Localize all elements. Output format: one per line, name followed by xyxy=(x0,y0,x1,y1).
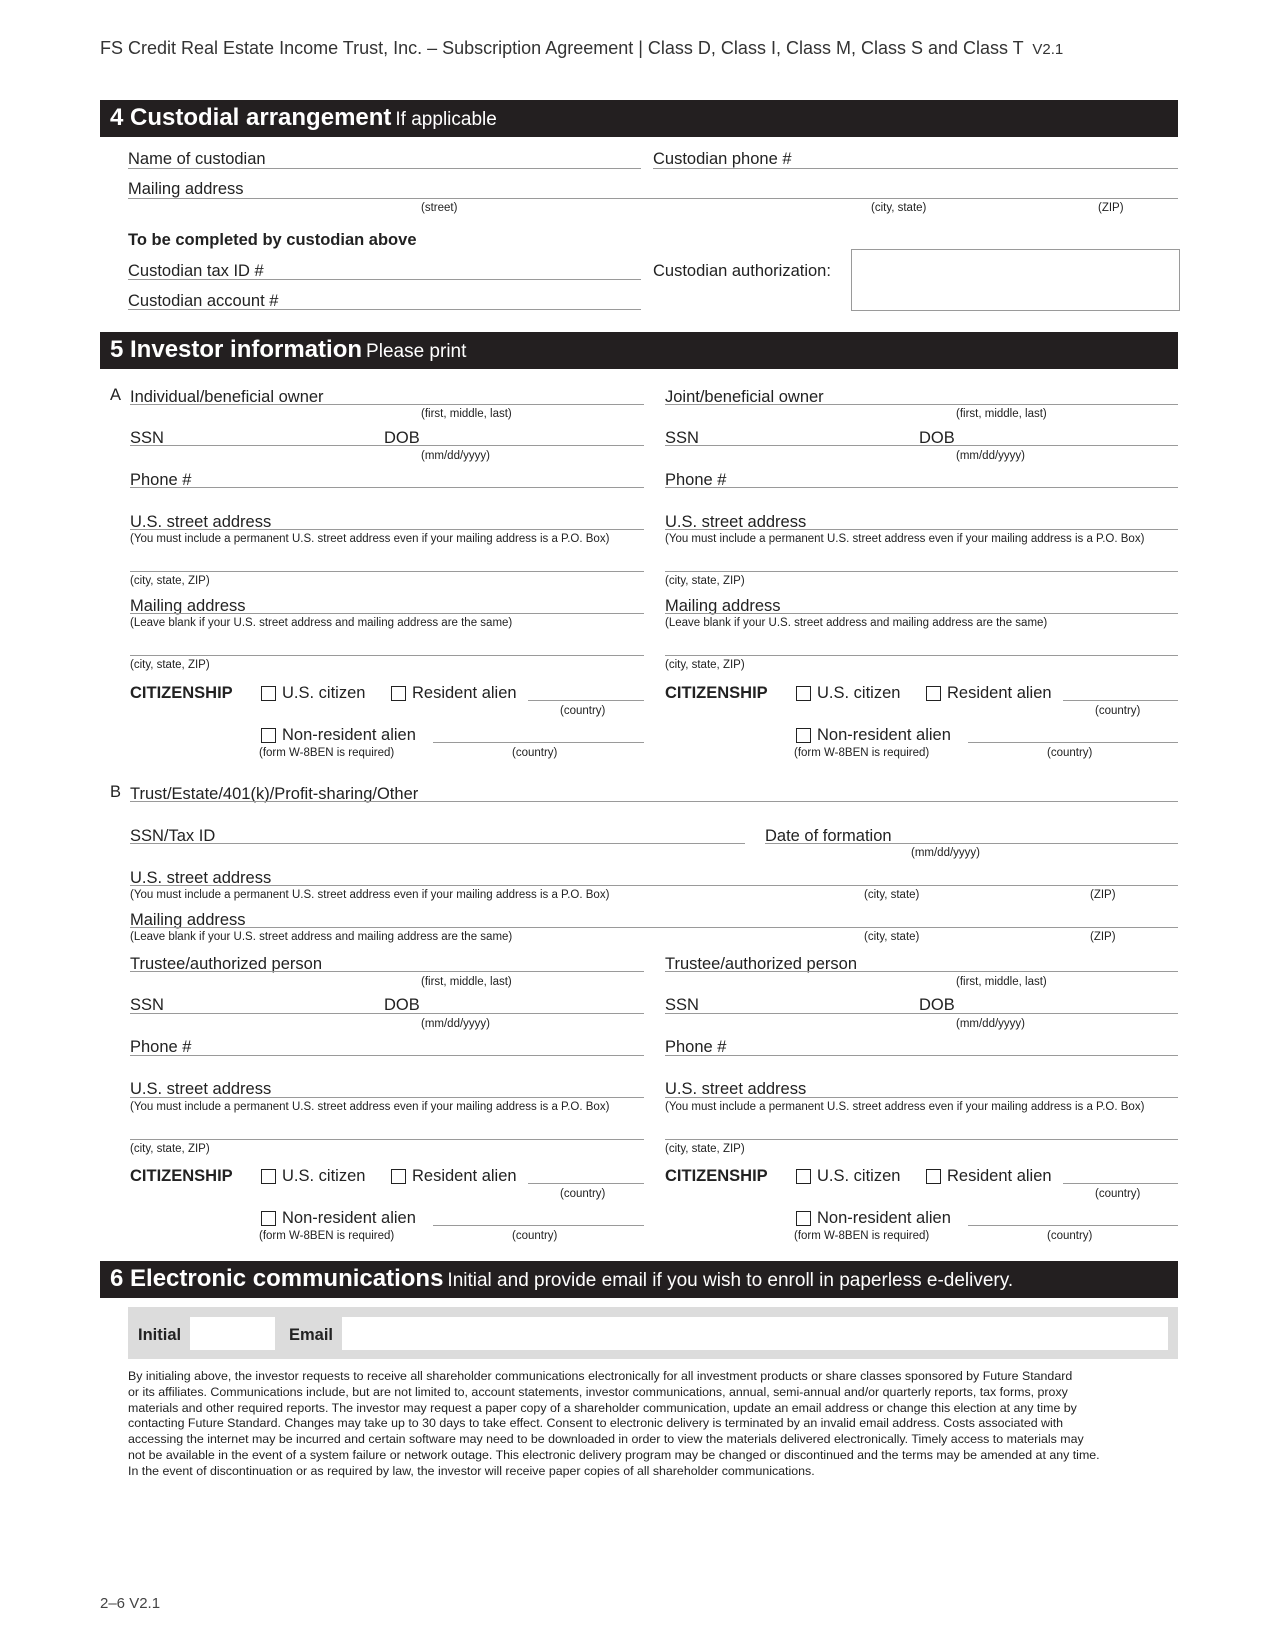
non-resident-alien-checkbox[interactable] xyxy=(261,1211,276,1226)
trust-name-field[interactable] xyxy=(130,801,1178,802)
disclosure-line: In the event of discontinuation or as required by law, the investor will receive paper copies of all shareholder communications. xyxy=(128,1463,815,1478)
document-version: V2.1 xyxy=(1032,41,1064,58)
non-resident-alien-label: Non-resident alien xyxy=(817,726,951,744)
city-state-caption: (city, state) xyxy=(864,931,920,943)
individual-phone-field[interactable] xyxy=(130,487,644,488)
individual-ssn-dob-field[interactable] xyxy=(130,445,644,446)
city-state-zip-caption: (city, state, ZIP) xyxy=(665,1143,745,1155)
joint-mailing-label: Mailing address xyxy=(665,597,781,615)
custodian-authorization-label: Custodian authorization: xyxy=(653,262,831,280)
section-6-title: 6 Electronic communications xyxy=(110,1265,444,1292)
resident-alien-label: Resident alien xyxy=(412,684,517,702)
section-5-subtitle: Please print xyxy=(366,341,467,362)
trustee-2-us-street-field[interactable] xyxy=(665,1097,1178,1098)
custodian-tax-id-label: Custodian tax ID # xyxy=(128,262,264,280)
disclosure-line: accessing the internet may be incurred and certain software may need to be downloaded in order to view the materials delivered electronically. Timely access to materials may xyxy=(128,1432,1084,1447)
zip-caption: (ZIP) xyxy=(1098,202,1124,214)
dob-caption: (mm/dd/yyyy) xyxy=(421,1018,490,1030)
ssn-tax-id-label: SSN/Tax ID xyxy=(130,827,216,845)
individual-phone-label: Phone # xyxy=(130,471,192,489)
name-caption: (first, middle, last) xyxy=(956,976,1047,988)
section-4-subtitle: If applicable xyxy=(395,109,497,130)
us-citizen-checkbox[interactable] xyxy=(796,686,811,701)
trustee-1-dob-label: DOB xyxy=(384,996,420,1014)
disclosure-line: not be available in the event of a system failure or network outage. This electronic delivery program may be changed or discontinued and the terms may be amended at any time. xyxy=(128,1447,1100,1462)
individual-us-street-label: U.S. street address xyxy=(130,513,272,531)
individual-owner-label: Individual/beneficial owner xyxy=(130,388,324,406)
initial-input[interactable] xyxy=(190,1317,275,1350)
city-state-zip-caption: (city, state, ZIP) xyxy=(665,659,745,671)
dob-caption: (mm/dd/yyyy) xyxy=(911,847,980,859)
trustee-1-city-field[interactable] xyxy=(130,1139,644,1140)
trustee-2-ssn-label: SSN xyxy=(665,996,699,1014)
non-resident-alien-checkbox[interactable] xyxy=(261,728,276,743)
non-resident-alien-label: Non-resident alien xyxy=(282,1209,416,1227)
trustee-1-phone-label: Phone # xyxy=(130,1038,192,1056)
section-5-title: 5 Investor information xyxy=(110,336,363,363)
trustee-1-us-street-field[interactable] xyxy=(130,1097,644,1098)
city-state-zip-caption: (city, state, ZIP) xyxy=(130,575,210,587)
custodian-account-label: Custodian account # xyxy=(128,292,279,310)
country-caption: (country) xyxy=(560,1188,606,1200)
joint-dob-label: DOB xyxy=(919,429,955,447)
country-caption: (country) xyxy=(1047,747,1093,759)
trust-us-street-label: U.S. street address xyxy=(130,869,272,887)
trustee-2-ssn-dob-field[interactable] xyxy=(665,1013,1178,1014)
individual-us-street-field[interactable] xyxy=(130,529,644,530)
email-input[interactable] xyxy=(342,1317,1168,1350)
resident-alien-label: Resident alien xyxy=(412,1167,517,1185)
citizenship-label: CITIZENSHIP xyxy=(665,1167,768,1185)
us-citizen-checkbox[interactable] xyxy=(261,686,276,701)
custodian-authorization-box[interactable] xyxy=(851,249,1180,311)
joint-us-street-label: U.S. street address xyxy=(665,513,807,531)
city-state-caption: (city, state) xyxy=(871,202,927,214)
resident-alien-country-field[interactable] xyxy=(528,700,644,701)
document-title: FS Credit Real Estate Income Trust, Inc. – Subscription Agreement | Class D, Class I, Class M, Class S and Class T xyxy=(100,38,1024,58)
dob-caption: (mm/dd/yyyy) xyxy=(421,450,490,462)
us-citizen-checkbox[interactable] xyxy=(796,1169,811,1184)
section-4-header xyxy=(100,100,1178,137)
citizenship-label: CITIZENSHIP xyxy=(130,684,233,702)
resident-alien-checkbox[interactable] xyxy=(926,686,941,701)
individual-city-state-zip-field[interactable] xyxy=(130,571,644,572)
custodian-tax-id-field[interactable] xyxy=(128,279,641,280)
us-street-note: (You must include a permanent U.S. street address even if your mailing address is a P.O. Box) xyxy=(665,533,1145,545)
us-citizen-label: U.S. citizen xyxy=(817,1167,901,1185)
joint-mailing-city-field[interactable] xyxy=(665,655,1178,656)
us-street-note: (You must include a permanent U.S. street address even if your mailing address is a P.O. Box) xyxy=(130,533,610,545)
us-citizen-checkbox[interactable] xyxy=(261,1169,276,1184)
non-resident-country-field[interactable] xyxy=(433,1225,644,1226)
page-footer: 2–6 V2.1 xyxy=(100,1595,161,1612)
resident-alien-country-field[interactable] xyxy=(1063,700,1178,701)
name-of-custodian-label: Name of custodian xyxy=(128,150,266,168)
trustee-2-city-field[interactable] xyxy=(665,1139,1178,1140)
trustee-2-name-field[interactable] xyxy=(665,971,1178,972)
trust-label: Trust/Estate/401(k)/Profit-sharing/Other xyxy=(130,785,419,803)
name-caption: (first, middle, last) xyxy=(956,408,1047,420)
us-citizen-label: U.S. citizen xyxy=(817,684,901,702)
us-street-note: (You must include a permanent U.S. street address even if your mailing address is a P.O. Box) xyxy=(130,1101,610,1113)
disclosure-line: or its affiliates. Communications include, but are not limited to, account statements, investor communications, annual, semi-annual and/or quarterly reports, tax forms, proxy xyxy=(128,1384,1068,1399)
email-label: Email xyxy=(289,1326,334,1344)
custodian-account-field[interactable] xyxy=(128,309,641,310)
trustee-1-ssn-dob-field[interactable] xyxy=(130,1013,644,1014)
street-caption: (street) xyxy=(421,202,458,214)
trustee-1-name-field[interactable] xyxy=(130,971,644,972)
disclosure-line: contacting Future Standard. Changes may take up to 30 days to take effect. Consent to electronic delivery is terminated by an invalid email address. Costs associated with xyxy=(128,1416,1064,1431)
non-resident-country-field[interactable] xyxy=(433,742,644,743)
resident-alien-checkbox[interactable] xyxy=(391,1169,406,1184)
resident-alien-checkbox[interactable] xyxy=(926,1169,941,1184)
date-of-formation-field[interactable] xyxy=(765,843,1178,844)
w8ben-caption: (form W-8BEN is required) xyxy=(794,747,930,759)
resident-alien-label: Resident alien xyxy=(947,1167,1052,1185)
name-of-custodian-field[interactable] xyxy=(128,168,641,169)
individual-mailing-label: Mailing address xyxy=(130,597,246,615)
joint-phone-label: Phone # xyxy=(665,471,727,489)
city-state-zip-caption: (city, state, ZIP) xyxy=(130,1143,210,1155)
joint-phone-field[interactable] xyxy=(665,487,1178,488)
us-citizen-label: U.S. citizen xyxy=(282,684,366,702)
document-header xyxy=(100,38,1063,59)
us-citizen-label: U.S. citizen xyxy=(282,1167,366,1185)
joint-owner-label: Joint/beneficial owner xyxy=(665,388,824,406)
resident-alien-country-field[interactable] xyxy=(528,1183,644,1184)
ssn-tax-id-field[interactable] xyxy=(130,843,745,844)
part-a-letter: A xyxy=(110,386,122,404)
trust-mailing-label: Mailing address xyxy=(130,911,246,929)
joint-owner-name-field[interactable] xyxy=(665,404,1178,405)
dob-caption: (mm/dd/yyyy) xyxy=(956,1018,1025,1030)
part-b-letter: B xyxy=(110,783,122,801)
joint-ssn-dob-field[interactable] xyxy=(665,445,1178,446)
country-caption: (country) xyxy=(512,747,558,759)
trustee-1-us-street-label: U.S. street address xyxy=(130,1080,272,1098)
citizenship-label: CITIZENSHIP xyxy=(665,684,768,702)
e-delivery-disclosure xyxy=(128,1369,1176,1480)
trustee-2-label: Trustee/authorized person xyxy=(665,955,857,973)
initial-label: Initial xyxy=(138,1326,182,1344)
mailing-note: (Leave blank if your U.S. street address and mailing address are the same) xyxy=(130,617,513,629)
trust-mailing-field[interactable] xyxy=(130,927,1178,928)
non-resident-country-field[interactable] xyxy=(968,1225,1178,1226)
individual-owner-name-field[interactable] xyxy=(130,404,644,405)
joint-city-state-zip-field[interactable] xyxy=(665,571,1178,572)
non-resident-country-field[interactable] xyxy=(968,742,1178,743)
trustee-2-us-street-label: U.S. street address xyxy=(665,1080,807,1098)
trustee-2-phone-label: Phone # xyxy=(665,1038,727,1056)
section-5-header xyxy=(100,332,1178,369)
non-resident-alien-label: Non-resident alien xyxy=(817,1209,951,1227)
name-caption: (first, middle, last) xyxy=(421,408,512,420)
dob-caption: (mm/dd/yyyy) xyxy=(956,450,1025,462)
country-caption: (country) xyxy=(1047,1230,1093,1242)
citizenship-label: CITIZENSHIP xyxy=(130,1167,233,1185)
completed-by-custodian-heading: To be completed by custodian above xyxy=(128,231,417,249)
trustee-2-dob-label: DOB xyxy=(919,996,955,1014)
trustee-1-ssn-label: SSN xyxy=(130,996,164,1014)
mailing-note: (Leave blank if your U.S. street address and mailing address are the same) xyxy=(130,931,513,943)
individual-mailing-field[interactable] xyxy=(130,613,644,614)
w8ben-caption: (form W-8BEN is required) xyxy=(794,1230,930,1242)
city-state-zip-caption: (city, state, ZIP) xyxy=(130,659,210,671)
country-caption: (country) xyxy=(560,705,606,717)
custodian-mailing-address-field[interactable] xyxy=(128,198,1178,199)
joint-ssn-label: SSN xyxy=(665,429,699,447)
individual-dob-label: DOB xyxy=(384,429,420,447)
zip-caption: (ZIP) xyxy=(1090,889,1116,901)
section-4-title: 4 Custodial arrangement xyxy=(110,104,392,131)
non-resident-alien-checkbox[interactable] xyxy=(796,1211,811,1226)
custodian-mailing-address-label: Mailing address xyxy=(128,180,244,198)
trustee-2-phone-field[interactable] xyxy=(665,1055,1178,1056)
non-resident-alien-label: Non-resident alien xyxy=(282,726,416,744)
w8ben-caption: (form W-8BEN is required) xyxy=(259,747,395,759)
custodian-phone-field[interactable] xyxy=(653,168,1178,169)
resident-alien-country-field[interactable] xyxy=(1063,1183,1178,1184)
name-caption: (first, middle, last) xyxy=(421,976,512,988)
city-state-zip-caption: (city, state, ZIP) xyxy=(665,575,745,587)
disclosure-line: By initialing above, the investor requests to receive all shareholder communications electronically for all investment products or share classes sponsored by Future Standard xyxy=(128,1369,1073,1383)
joint-us-street-field[interactable] xyxy=(665,529,1178,530)
us-street-note: (You must include a permanent U.S. street address even if your mailing address is a P.O. Box) xyxy=(130,889,610,901)
mailing-note: (Leave blank if your U.S. street address and mailing address are the same) xyxy=(665,617,1048,629)
trustee-1-label: Trustee/authorized person xyxy=(130,955,322,973)
individual-mailing-city-field[interactable] xyxy=(130,655,644,656)
w8ben-caption: (form W-8BEN is required) xyxy=(259,1230,395,1242)
country-caption: (country) xyxy=(512,1230,558,1242)
disclosure-line: materials and other required reports. The investor may request a paper copy of a shareholder communication, update an email address or change this election at any time by xyxy=(128,1400,1077,1415)
trustee-1-phone-field[interactable] xyxy=(130,1055,644,1056)
resident-alien-checkbox[interactable] xyxy=(391,686,406,701)
country-caption: (country) xyxy=(1095,705,1141,717)
date-of-formation-label: Date of formation xyxy=(765,827,892,845)
section-6-subtitle: Initial and provide email if you wish to enroll in paperless e-delivery. xyxy=(447,1270,1014,1291)
custodian-phone-label: Custodian phone # xyxy=(653,150,792,168)
individual-ssn-label: SSN xyxy=(130,429,164,447)
joint-mailing-field[interactable] xyxy=(665,613,1178,614)
city-state-caption: (city, state) xyxy=(864,889,920,901)
non-resident-alien-checkbox[interactable] xyxy=(796,728,811,743)
us-street-note: (You must include a permanent U.S. street address even if your mailing address is a P.O. Box) xyxy=(665,1101,1145,1113)
trust-us-street-field[interactable] xyxy=(130,885,1178,886)
country-caption: (country) xyxy=(1095,1188,1141,1200)
section-6-header xyxy=(100,1261,1178,1298)
resident-alien-label: Resident alien xyxy=(947,684,1052,702)
zip-caption: (ZIP) xyxy=(1090,931,1116,943)
